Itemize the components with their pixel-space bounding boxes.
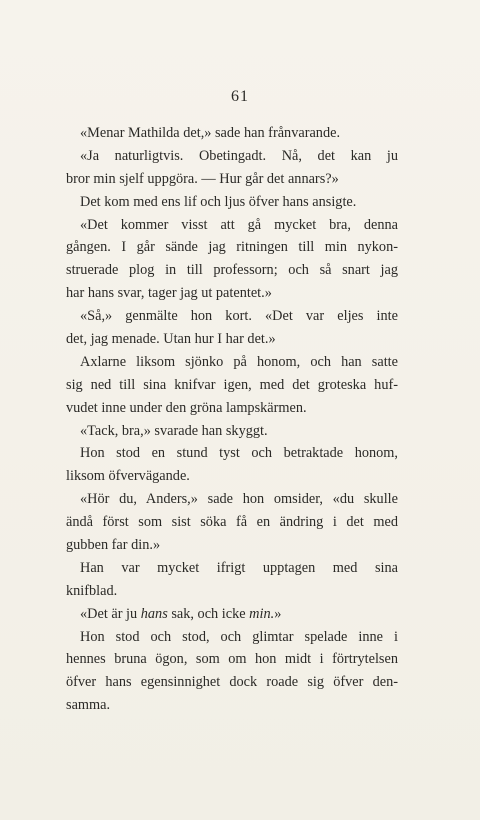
- text-line: struerade plog in till professorn; och så snart jag: [66, 262, 398, 279]
- text-line: öfver hans egensinnighet dock roade sig öfver den-: [66, 674, 398, 691]
- text-line: har hans svar, tager jag ut patentet.»: [66, 285, 272, 302]
- text-line: liksom öfvervägande.: [66, 468, 190, 485]
- text-line: Hon stod en stund tyst och betraktade honom,: [80, 445, 398, 462]
- text-line: «Ja naturligtvis. Obetingadt. Nå, det kan ju: [80, 147, 398, 164]
- text-line: knifblad.: [66, 582, 118, 599]
- text-line: samma.: [66, 697, 111, 714]
- text-line: «Det kommer visst att gå mycket bra, denna: [80, 216, 398, 233]
- body-text: [66, 122, 398, 717]
- page-number: 61: [231, 88, 249, 105]
- text-line: «Menar Mathilda det,» sade han frånvarande.: [80, 125, 341, 141]
- text-line: sig ned till sina knifvar igen, med det groteska huf-: [66, 376, 398, 393]
- text-line: vudet inne under den gröna lampskärmen.: [66, 399, 307, 416]
- text-line: bror min sjelf uppgöra. — Hur går det annars?»: [66, 170, 339, 187]
- text-segment: sak, och icke: [167, 605, 250, 622]
- text-line: Det kom med ens lif och ljus öfver hans ansigte.: [80, 193, 357, 210]
- italic-word: min.: [249, 605, 275, 622]
- text-line: [66, 603, 398, 626]
- text-line: «Så,» genmälte hon kort. «Det var eljes inte: [80, 308, 398, 325]
- text-segment: «Det är ju: [80, 605, 141, 622]
- text-line: «Tack, bra,» svarade han skyggt.: [80, 422, 268, 439]
- text-line: «Hör du, Anders,» sade hon omsider, «du skulle: [80, 491, 398, 508]
- text-segment: »: [274, 605, 282, 622]
- text-line: Axlarne liksom sjönko på honom, och han satte: [80, 353, 398, 370]
- text-line: gången. I går sände jag ritningen till min nykon-: [66, 239, 398, 256]
- text-line: ändå först som sist söka få en ändring i det med: [66, 514, 398, 531]
- text-line: Han var mycket ifrigt upptagen med sina: [80, 559, 398, 576]
- italic-word: hans: [140, 605, 168, 622]
- text-line: hennes bruna ögon, som om hon midt i förtrytelsen: [66, 651, 398, 668]
- text-line: Hon stod och stod, och glimtar spelade inne i: [80, 628, 398, 645]
- text-line: det, jag menade. Utan hur I har det.»: [66, 331, 276, 348]
- text-line: gubben far din.»: [66, 537, 161, 554]
